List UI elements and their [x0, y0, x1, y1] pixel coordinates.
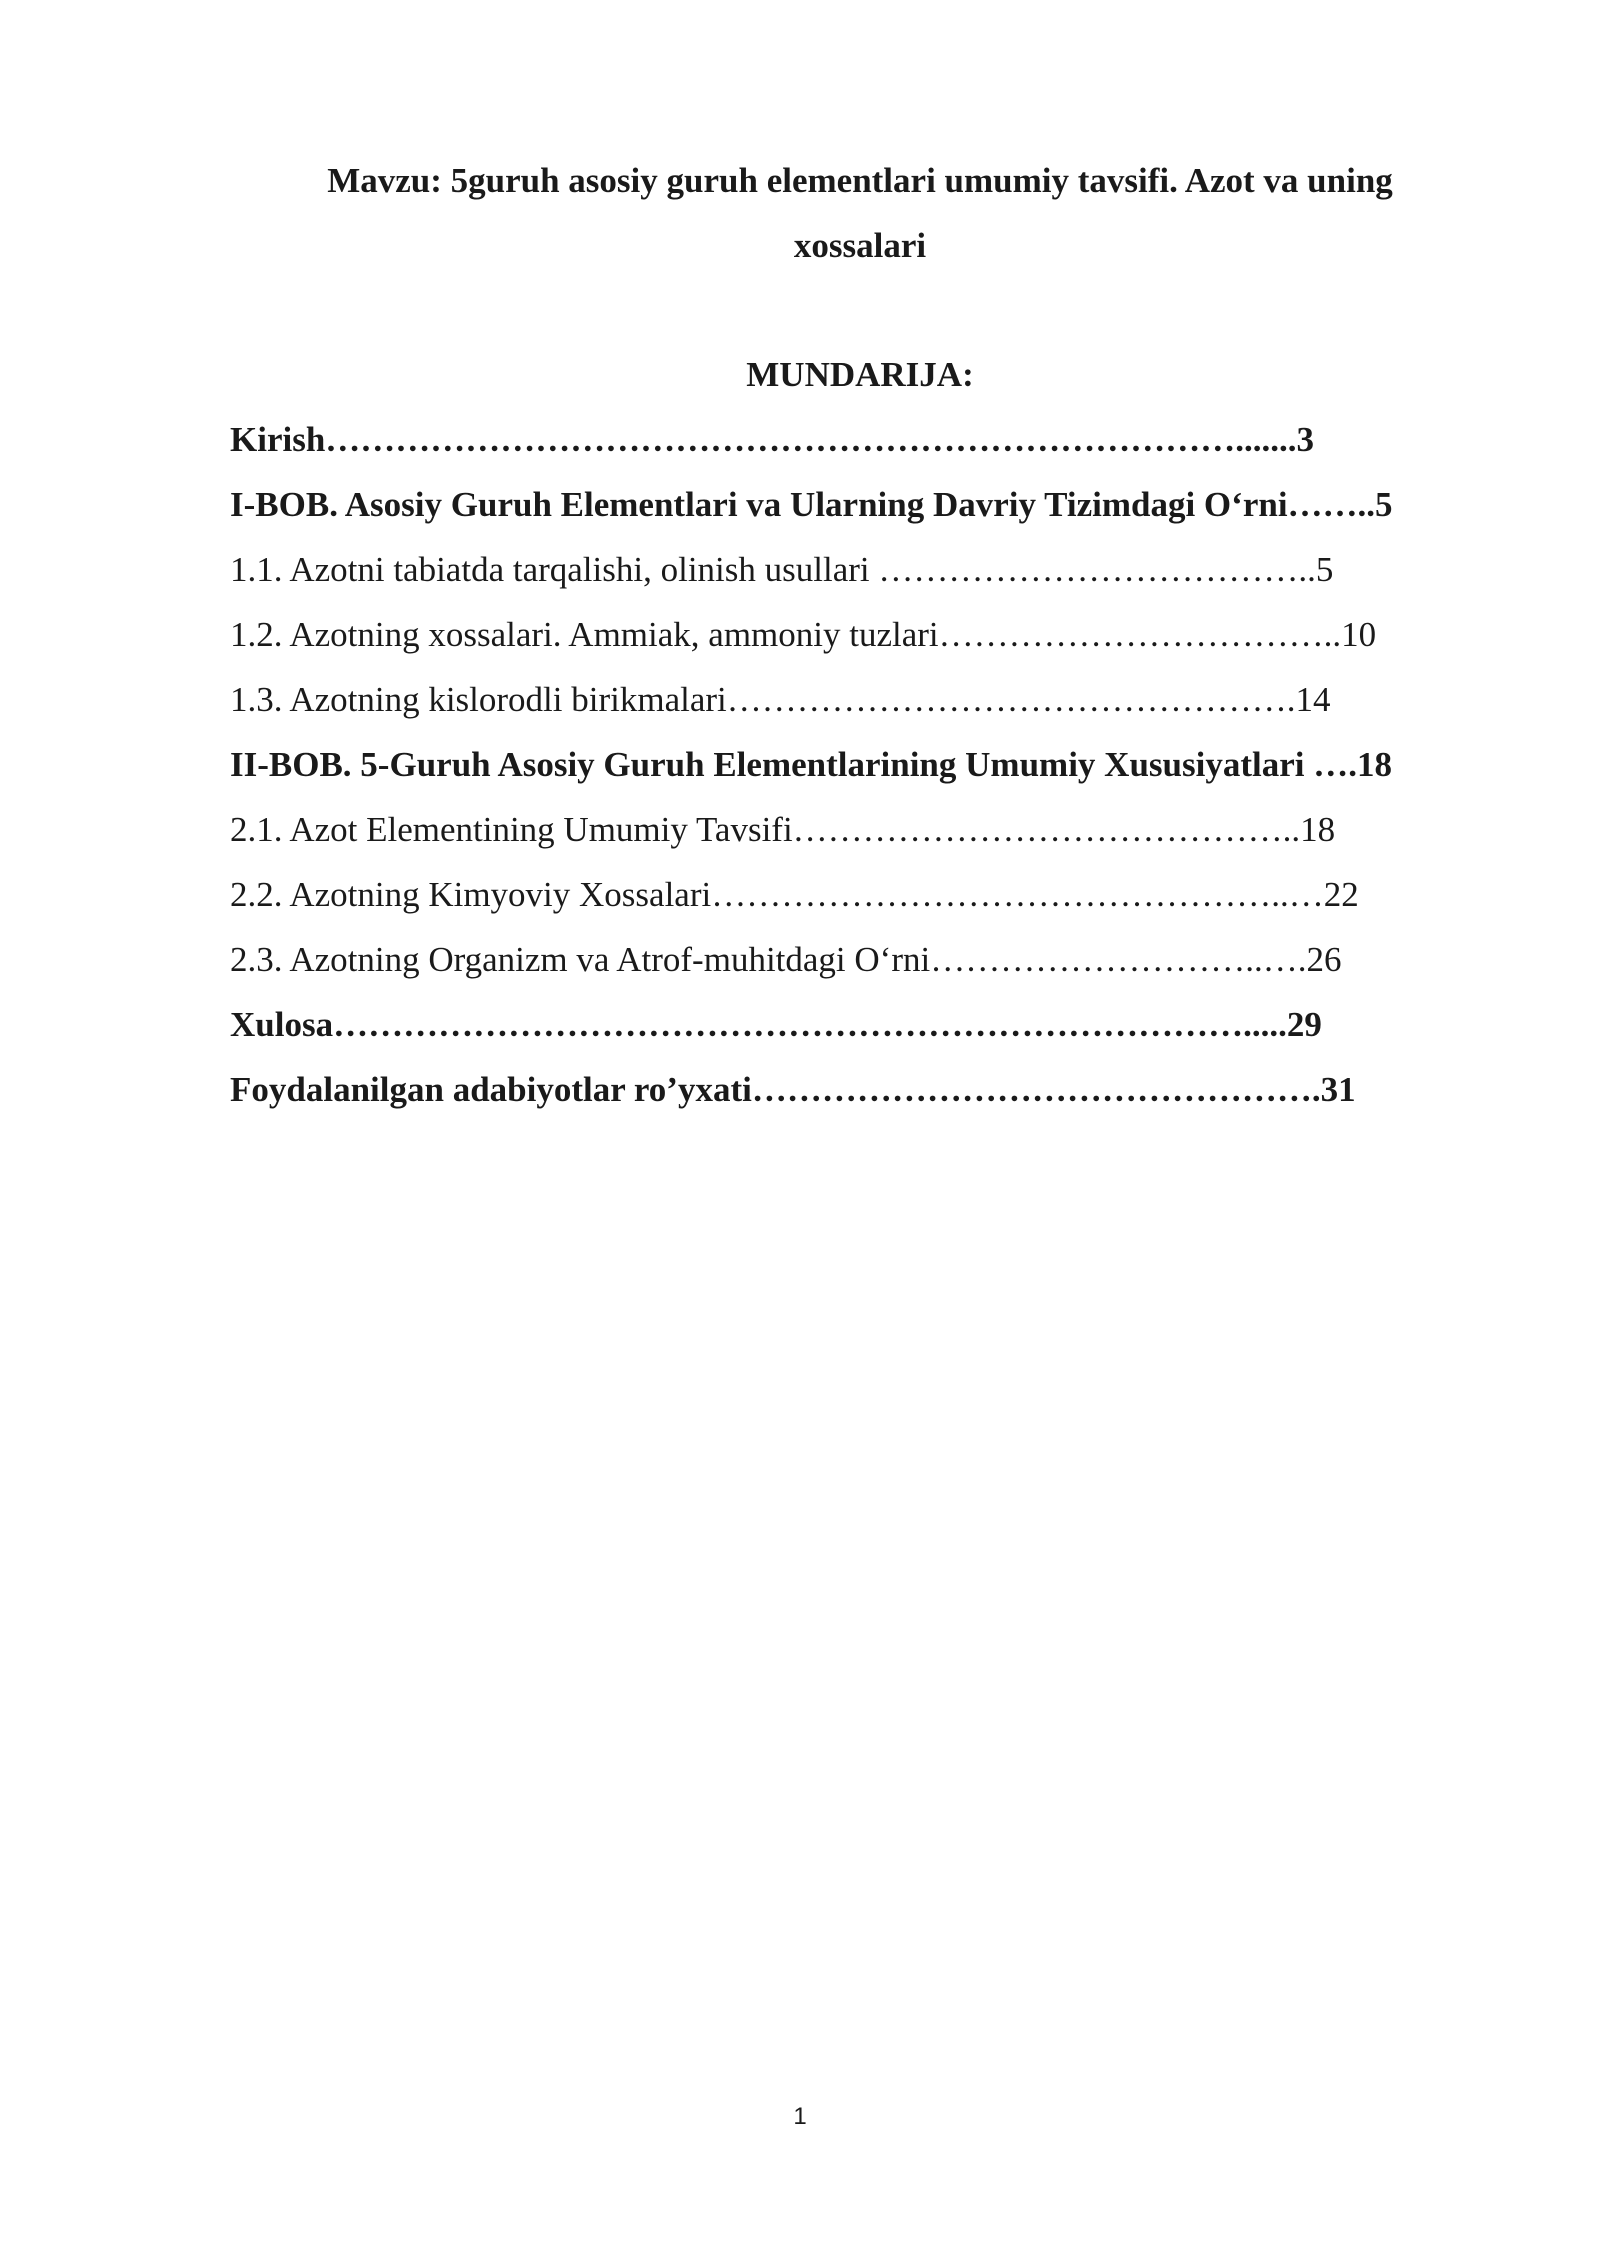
- document-title: [230, 148, 1490, 278]
- toc-entry: Xulosa…………………………………………………………………….....29: [230, 1005, 1322, 1044]
- toc-entry: 2.1. Azot Elementining Umumiy Tavsifi……………………………………..18: [230, 810, 1336, 849]
- toc-entry: 1.3. Azotning kislorodli birikmalari………………………………………….14: [230, 680, 1331, 719]
- toc-entry: 1.1. Azotni tabiatda tarqalishi, olinish usullari ………………………………..5: [230, 550, 1334, 589]
- title-line-2: xossalari: [793, 226, 927, 265]
- toc-entry: Kirish…………………………………………………………………….......3: [230, 420, 1315, 459]
- toc-heading: MUNDARIJA:: [746, 355, 974, 394]
- toc-entry: I-BOB. Asosiy Guruh Elementlari va Ularning Davriy Tizimdagi O‘rni……..5: [230, 485, 1393, 524]
- toc-entry: 1.2. Azotning xossalari. Ammiak, ammoniy tuzlari……………………………..10: [230, 615, 1377, 654]
- toc-entry: II-BOB. 5-Guruh Asosiy Guruh Elementlarining Umumiy Xususiyatlari ….18: [230, 745, 1392, 784]
- toc-entry: 2.2. Azotning Kimyoviy Xossalari…………………………………………..…22: [230, 875, 1359, 914]
- table-of-contents: [230, 407, 1530, 1122]
- toc-entry: Foydalanilgan adabiyotlar ro’yxati………………………………………….31: [230, 1070, 1356, 1109]
- page-number: 1: [793, 2103, 807, 2130]
- title-line-1: Mavzu: 5guruh asosiy guruh elementlari umumiy tavsifi. Azot va uning: [327, 161, 1393, 200]
- toc-entry: 2.3. Azotning Organizm va Atrof-muhitdagi O‘rni………………………..….26: [230, 940, 1342, 979]
